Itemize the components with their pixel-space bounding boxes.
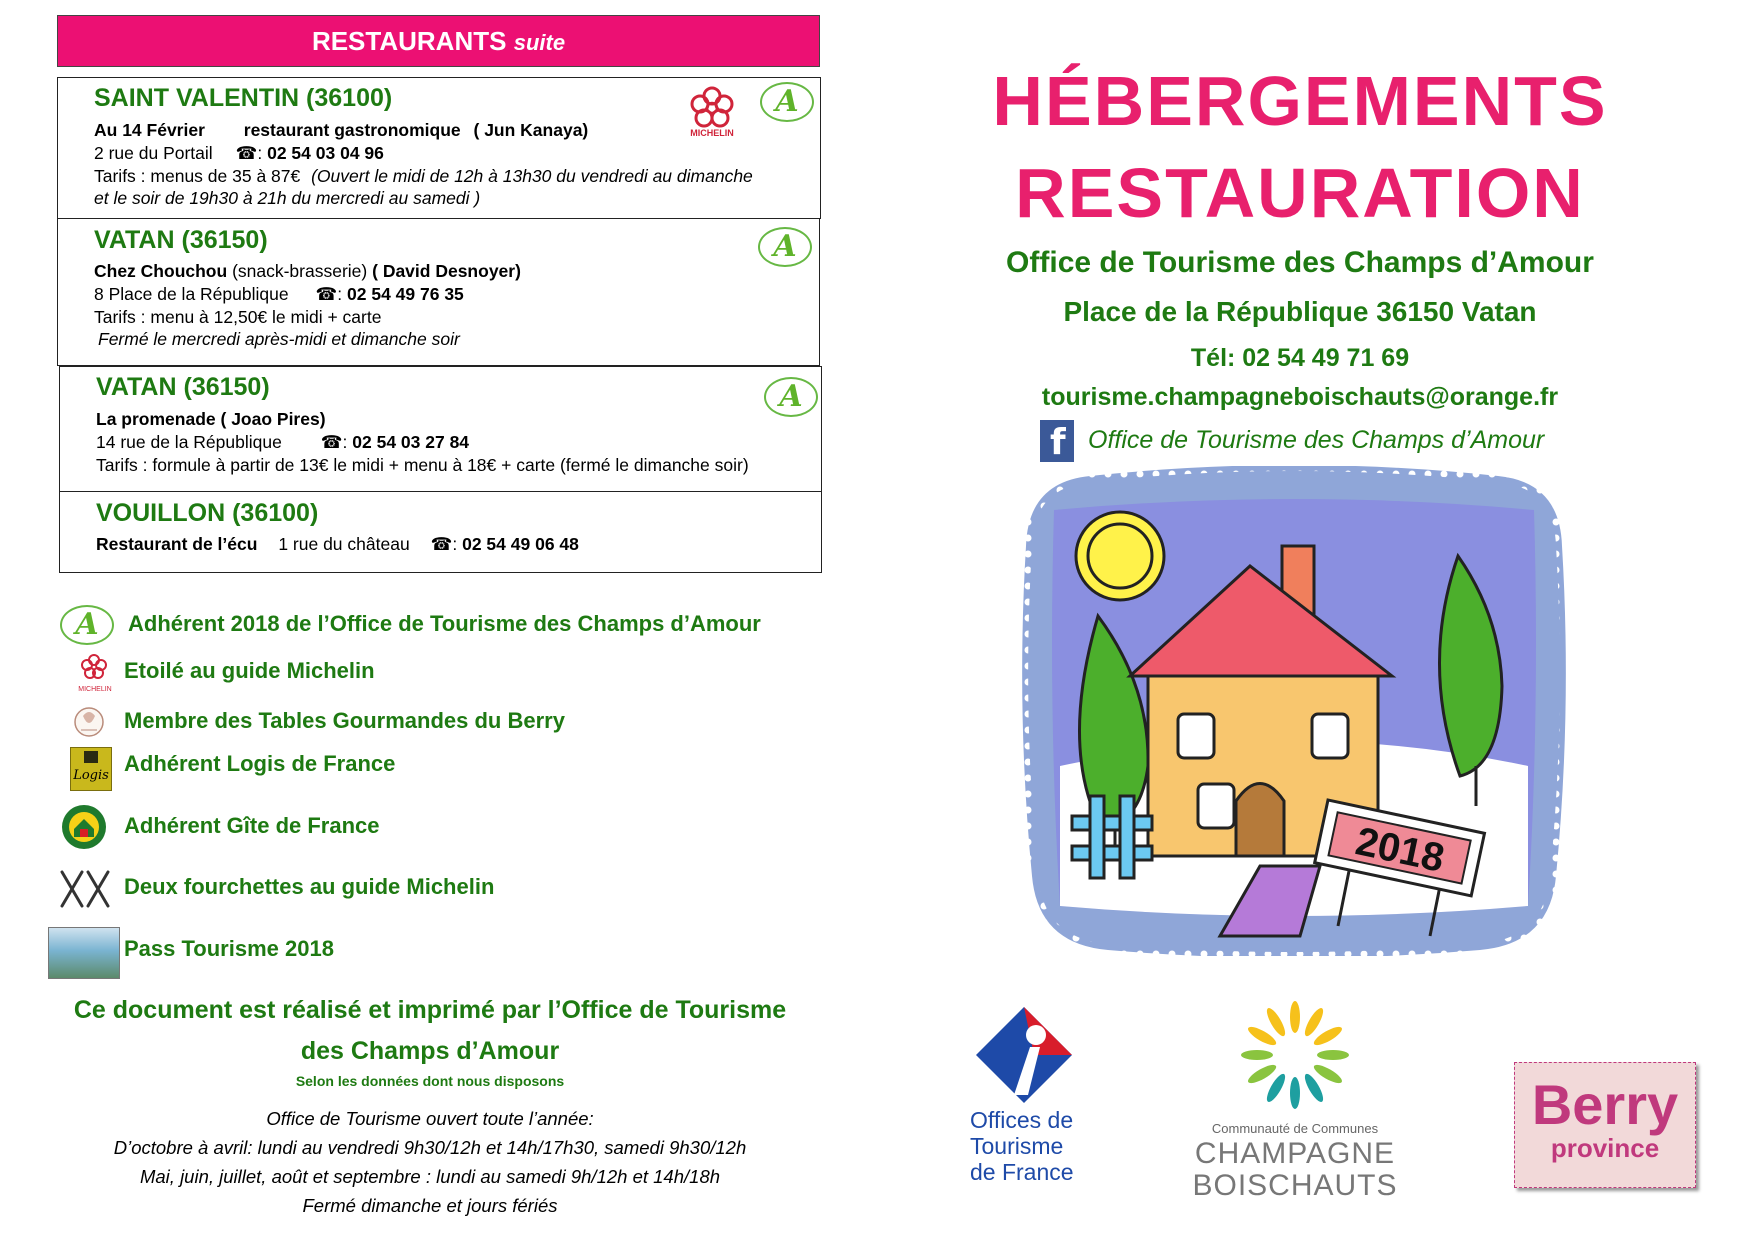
logis-icon [48, 743, 118, 789]
pass-tourisme-icon [48, 928, 118, 974]
house-illustration [1020, 466, 1568, 956]
restaurant-name-line [94, 260, 521, 283]
restaurant-address: 2 rue du Portail [94, 143, 213, 163]
offices-line2: Tourisme [970, 1133, 1064, 1159]
sign-year: 2018 [1351, 819, 1449, 881]
restaurant-name-prefix: Au 14 Février [94, 120, 205, 140]
office-address: Place de la République 36150 Vatan [1063, 296, 1537, 327]
restaurant-phone: 02 54 49 06 48 [462, 534, 579, 554]
legend-item-pass [48, 928, 818, 974]
offices-de-tourisme-logo [970, 1005, 1090, 1185]
legend-label: Membre des Tables Gourmandes du Berry [124, 708, 565, 733]
office-name: Office de Tourisme des Champs d’Amour [1006, 246, 1594, 279]
logis-label: Logis [73, 768, 109, 783]
restaurants-header-suffix: suite [513, 30, 566, 55]
legend-item-tables-gourmandes [48, 700, 818, 746]
legend-item-adherent [48, 603, 818, 649]
restaurant-city: VOUILLON (36100) [96, 499, 319, 527]
restaurant-tarifs-line [94, 165, 753, 188]
restaurant-city: VATAN (36150) [94, 226, 268, 254]
berry-line2: province [1550, 1133, 1660, 1163]
restaurants-header [57, 15, 820, 67]
restaurant-phone: 02 54 03 27 84 [352, 432, 470, 452]
phone-icon: ☎: [315, 284, 343, 304]
legend-label: Pass Tourisme 2018 [124, 936, 334, 961]
legend-label: Adhérent Gîte de France [124, 813, 380, 838]
facebook-icon: f [1040, 420, 1074, 462]
legend-item-fourchettes [48, 866, 818, 912]
adherent-icon [48, 603, 118, 649]
office-email[interactable]: tourisme.champagneboischauts@orange.fr [1041, 383, 1559, 411]
adherent-icon: A [758, 227, 812, 267]
restaurant-name: Restaurant de l’écu [96, 534, 258, 554]
legend-label: Adhérent Logis de France [124, 751, 396, 776]
restaurant-card [57, 218, 820, 366]
hours-line3: Mai, juin, juillet, août et septembre : lundi au samedi 9h/12h et 14h/18h [139, 1166, 721, 1187]
restaurant-card [59, 366, 822, 492]
restaurant-address: 8 Place de la République [94, 284, 289, 304]
legend-label: Etoilé au guide Michelin [124, 658, 375, 683]
phone-icon: ☎: [430, 534, 458, 554]
main-title-line1: HÉBERGEMENTS [992, 62, 1608, 140]
offices-de-tourisme-icon [974, 1005, 1074, 1105]
berry-province-logo [1514, 1062, 1696, 1188]
restaurant-phone: 02 54 03 04 96 [267, 143, 384, 163]
restaurant-tarifs: Tarifs : formule à partir de 13€ le midi + menu à 18€ + carte (fermé le dimanche soir) [96, 455, 749, 475]
restaurant-note: Fermé le mercredi après-midi et dimanche soir [98, 329, 460, 349]
main-title-line2: RESTAURATION [1015, 154, 1585, 232]
restaurant-address-line [94, 142, 384, 165]
restaurant-tarifs: Tarifs : menu à 12,50€ le midi + carte [94, 307, 382, 327]
restaurant-card [57, 77, 821, 219]
restaurant-address: 1 rue du château [278, 534, 410, 554]
restaurant-card [59, 491, 822, 573]
office-phone: Tél: 02 54 49 71 69 [1190, 344, 1410, 372]
legend-item-michelin [48, 650, 818, 696]
restaurant-name: Chez Chouchou [94, 261, 228, 281]
restaurant-address: 14 rue de la République [96, 432, 282, 452]
restaurant-name: restaurant gastronomique [243, 120, 461, 140]
legend-label: Deux fourchettes au guide Michelin [124, 874, 495, 899]
tables-gourmandes-icon [48, 700, 118, 746]
champagne-boischauts-logo [1190, 995, 1400, 1205]
gites-icon [48, 805, 118, 851]
restaurant-city: SAINT VALENTIN (36100) [94, 84, 393, 112]
adherent-icon: A [760, 82, 814, 122]
legend-item-gites [48, 805, 818, 851]
michelin-label: MICHELIN [78, 686, 112, 693]
restaurant-address-line [96, 533, 579, 556]
phone-icon: ☎: [235, 143, 263, 163]
restaurant-name-line [94, 119, 588, 142]
document-note-line1: Ce document est réalisé et imprimé par l’Office de Tourisme [73, 996, 787, 1024]
restaurant-address-line [96, 431, 469, 454]
legend-item-logis [48, 743, 818, 789]
restaurant-owner: ( Jun Kanaya) [473, 120, 589, 140]
restaurant-tarifs: Tarifs : menus de 35 à 87€ [94, 166, 301, 186]
sun-flower-icon [1230, 995, 1360, 1115]
document-note-line2: des Champs d’Amour [300, 1037, 560, 1065]
restaurant-owner: ( David Desnoyer) [372, 261, 521, 281]
offices-line1: Offices de [970, 1107, 1074, 1133]
restaurant-hours-2: et le soir de 19h30 à 21h du mercredi au samedi ) [94, 188, 481, 208]
champagne-small: Communauté de Communes [1211, 1121, 1379, 1136]
legend-label: Adhérent 2018 de l’Office de Tourisme des Champs d’Amour [128, 611, 761, 636]
michelin-label: MICHELIN [690, 128, 734, 138]
hours-line1: Office de Tourisme ouvert toute l’année: [266, 1108, 594, 1129]
champagne-line1: CHAMPAGNE [1194, 1137, 1396, 1170]
champagne-line2: BOISCHAUTS [1192, 1169, 1398, 1202]
restaurants-header-title: RESTAURANTS [311, 26, 507, 56]
restaurant-name: La promenade [96, 409, 216, 429]
restaurant-owner: ( Joao Pires) [220, 409, 326, 429]
michelin-star-icon [48, 650, 118, 696]
restaurant-city: VATAN (36150) [96, 373, 270, 401]
hours-line4: Fermé dimanche et jours fériés [302, 1195, 558, 1216]
berry-line1: Berry [1531, 1073, 1679, 1136]
michelin-star-icon [682, 80, 742, 140]
restaurant-name-line [96, 408, 326, 431]
hours-line2: D’octobre à avril: lundi au vendredi 9h30/12h et 14h/17h30, samedi 9h30/12h [113, 1137, 747, 1158]
facebook-label: Office de Tourisme des Champs d’Amour [1088, 426, 1545, 454]
adherent-badge: A [60, 605, 114, 645]
phone-icon: ☎: [320, 432, 348, 452]
restaurant-type: (snack-brasserie) [232, 261, 368, 281]
fork-knife-icon [48, 866, 118, 912]
offices-line3: de France [970, 1159, 1074, 1185]
document-note-small: Selon les données dont nous disposons [295, 1073, 565, 1089]
restaurant-address-line [94, 283, 464, 306]
restaurant-phone: 02 54 49 76 35 [347, 284, 464, 304]
restaurant-hours: (Ouvert le midi de 12h à 13h30 du vendredi au dimanche [311, 166, 753, 186]
adherent-icon: A [764, 377, 818, 417]
